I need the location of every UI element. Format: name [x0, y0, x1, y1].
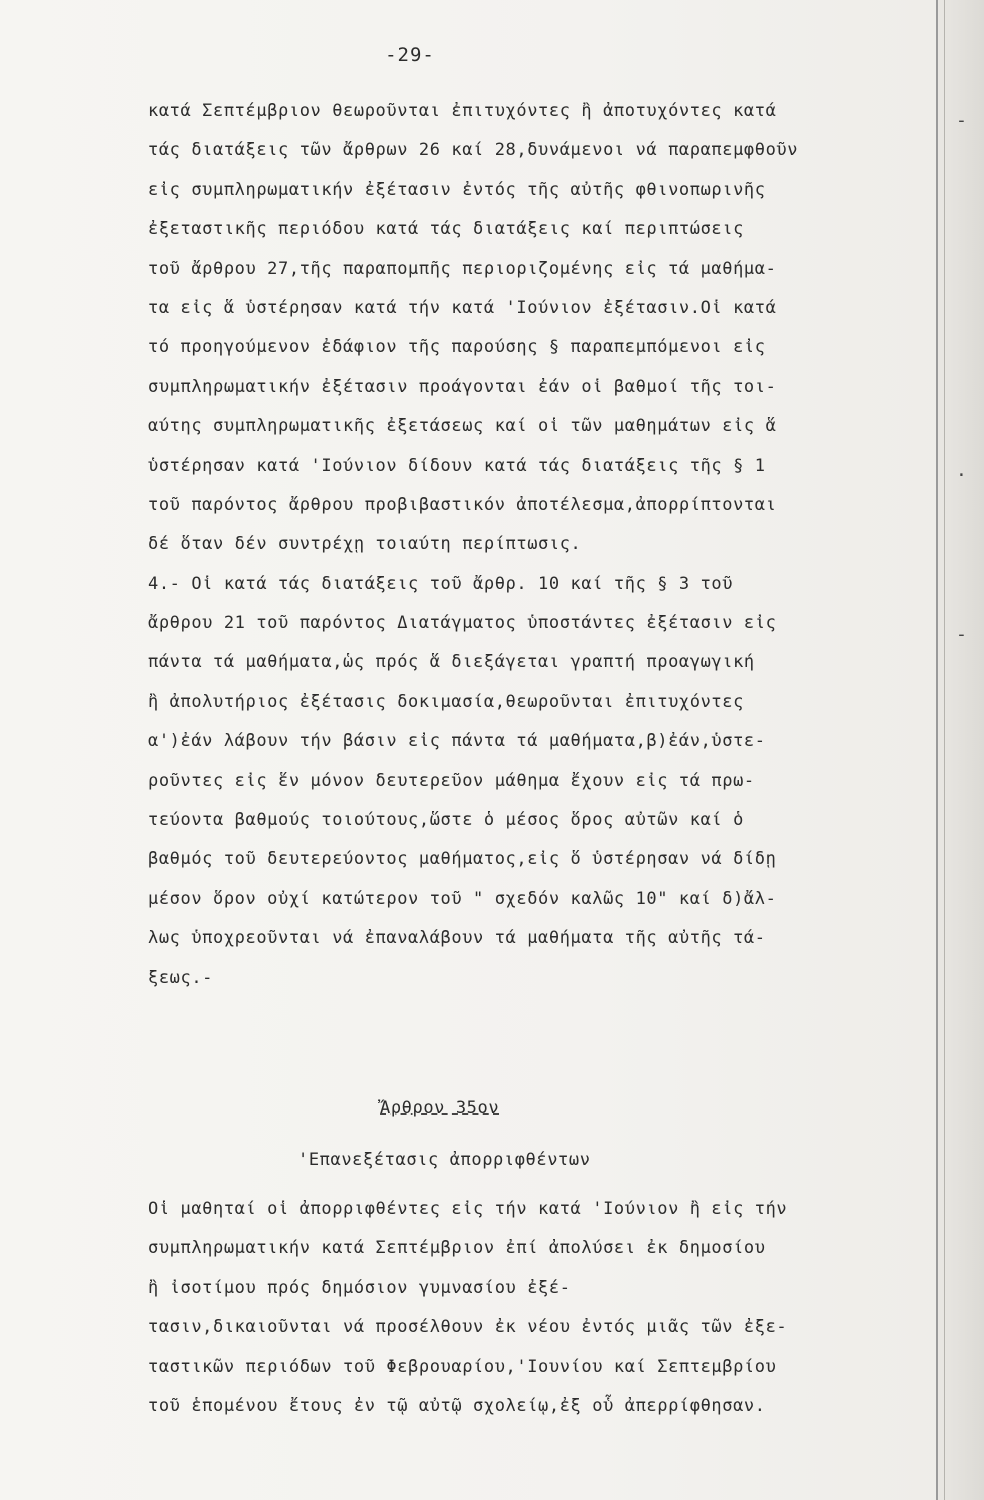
text-line: συμπληρωματικήν κατά Σεπτέμβριον ἐπί ἀπολύσει ἐκ δημοσίου: [148, 1238, 766, 1259]
text-line: 4.- Οἱ κατά τάς διατάξεις τοῦ ἄρθρ. 10 καί τῆς § 3 τοῦ: [148, 573, 734, 594]
edge-tick-mark: -: [956, 110, 967, 131]
text-line: τό προηγούμενον ἐδάφιον τῆς παρούσης § παραπεμπόμενοι εἰς: [148, 337, 766, 358]
text-line: αύτης συμπληρωματικῆς ἐξετάσεως καί οἱ τῶν μαθημάτων εἰς ἅ: [148, 416, 777, 437]
text-line: συμπληρωματικήν ἐξέτασιν προάγονται ἐάν οἱ βαθμοί τῆς τοι-: [148, 376, 777, 397]
edge-tick-mark: -: [956, 624, 967, 645]
text-line: Οἱ μαθηταί οἱ ἀπορριφθέντες εἰς τήν κατά 'Ιούνιον ἢ εἰς τήν: [148, 1199, 788, 1219]
text-line: δέ ὅταν δέν συντρέχῃ τοιαύτη περίπτωσις.: [148, 534, 582, 555]
page-number: -29-: [385, 44, 435, 66]
text-line: τεύοντα βαθμούς τοιούτους,ὥστε ὁ μέσος ὅρος αὐτῶν καί ὁ: [148, 810, 744, 831]
binding-edge: [936, 0, 984, 1500]
text-line: ἐξεταστικῆς περιόδου κατά τάς διατάξεις καί περιπτώσεις: [148, 219, 744, 240]
text-line: λως ὑποχρεοῦνται νά ἐπαναλάβουν τά μαθήματα τῆς αὐτῆς τά-: [148, 928, 766, 949]
text-line: ἢ ἰσοτίμου πρός δημόσιον γυμνασίου ἐξέ-: [148, 1277, 571, 1298]
text-line: τοῦ ἄρθρου 27,τῆς παραπομπῆς περιοριζομένης εἰς τά μαθήμα-: [148, 258, 777, 279]
text-line: τα εἰς ἅ ὑστέρησαν κατά τήν κατά 'Ιούνιον ἐξέτασιν.Οἱ κατά: [148, 297, 777, 318]
paragraph-block: [148, 1190, 918, 1426]
text-line: εἰς συμπληρωματικήν ἐξέτασιν ἐντός τῆς αὐτῆς φθινοπωρινῆς: [148, 179, 766, 200]
text-line: τασιν,δικαιοῦνται νά προσέλθουν ἐκ νέου ἐντός μιᾶς τῶν ἐξε-: [148, 1317, 788, 1338]
text-line: μέσον ὅρον οὐχί κατώτερον τοῦ " σχεδόν καλῶς 10" καί δ)ἄλ-: [148, 888, 777, 909]
text-line: ροῦντες εἰς ἕν μόνον δευτερεῦον μάθημα ἔχουν εἰς τά πρω-: [148, 770, 755, 791]
article-subtitle: 'Επανεξέτασις ἀπορριφθέντων: [298, 1150, 591, 1170]
text-line: ὑστέρησαν κατά 'Ιούνιον δίδουν κατά τάς διατάξεις τῆς § 1: [148, 455, 766, 476]
text-line: τοῦ παρόντος ἄρθρου προβιβαστικόν ἀποτέλεσμα,ἀπορρίπτονται: [148, 494, 777, 515]
text-line: τάς διατάξεις τῶν ἄρθρων 26 καί 28,δυνάμενοι νά παραπεμφθοῦν: [148, 140, 799, 161]
text-line: κατά Σεπτέμβριον θεωροῦνται ἐπιτυχόντες ἢ ἀποτυχόντες κατά: [148, 101, 777, 121]
text-line: ξεως.-: [148, 967, 214, 988]
text-line: πάντα τά μαθήματα,ὡς πρός ἅ διεξάγεται γραπτή προαγωγική: [148, 652, 755, 673]
text-line: α')ἐάν λάβουν τήν βάσιν εἰς πάντα τά μαθήματα,β)ἐάν,ὑστε-: [148, 731, 766, 752]
text-line: ἄρθρου 21 τοῦ παρόντος Διατάγματος ὑποστάντες ἐξέτασιν εἰς: [148, 613, 777, 634]
text-line: ταστικῶν περιόδων τοῦ Φεβρουαρίου,'Ιουνίου καί Σεπτεμβρίου: [148, 1356, 777, 1377]
text-line: βαθμός τοῦ δευτερεύοντος μαθήματος,εἰς ὅ ὑστέρησαν νά δίδῃ: [148, 849, 777, 870]
text-line: τοῦ ἑπομένου ἔτους ἐν τῷ αὐτῷ σχολείῳ,ἐξ οὗ ἀπερρίφθησαν.: [148, 1395, 766, 1416]
text-line: ἢ ἀπολυτήριος ἐξέτασις δοκιμασία,θεωροῦνται ἐπιτυχόντες: [148, 691, 744, 712]
article-heading: Ἄρθρον 35ον: [380, 1098, 500, 1118]
paragraph-block: [148, 92, 918, 998]
edge-dot-mark: .: [956, 460, 967, 481]
